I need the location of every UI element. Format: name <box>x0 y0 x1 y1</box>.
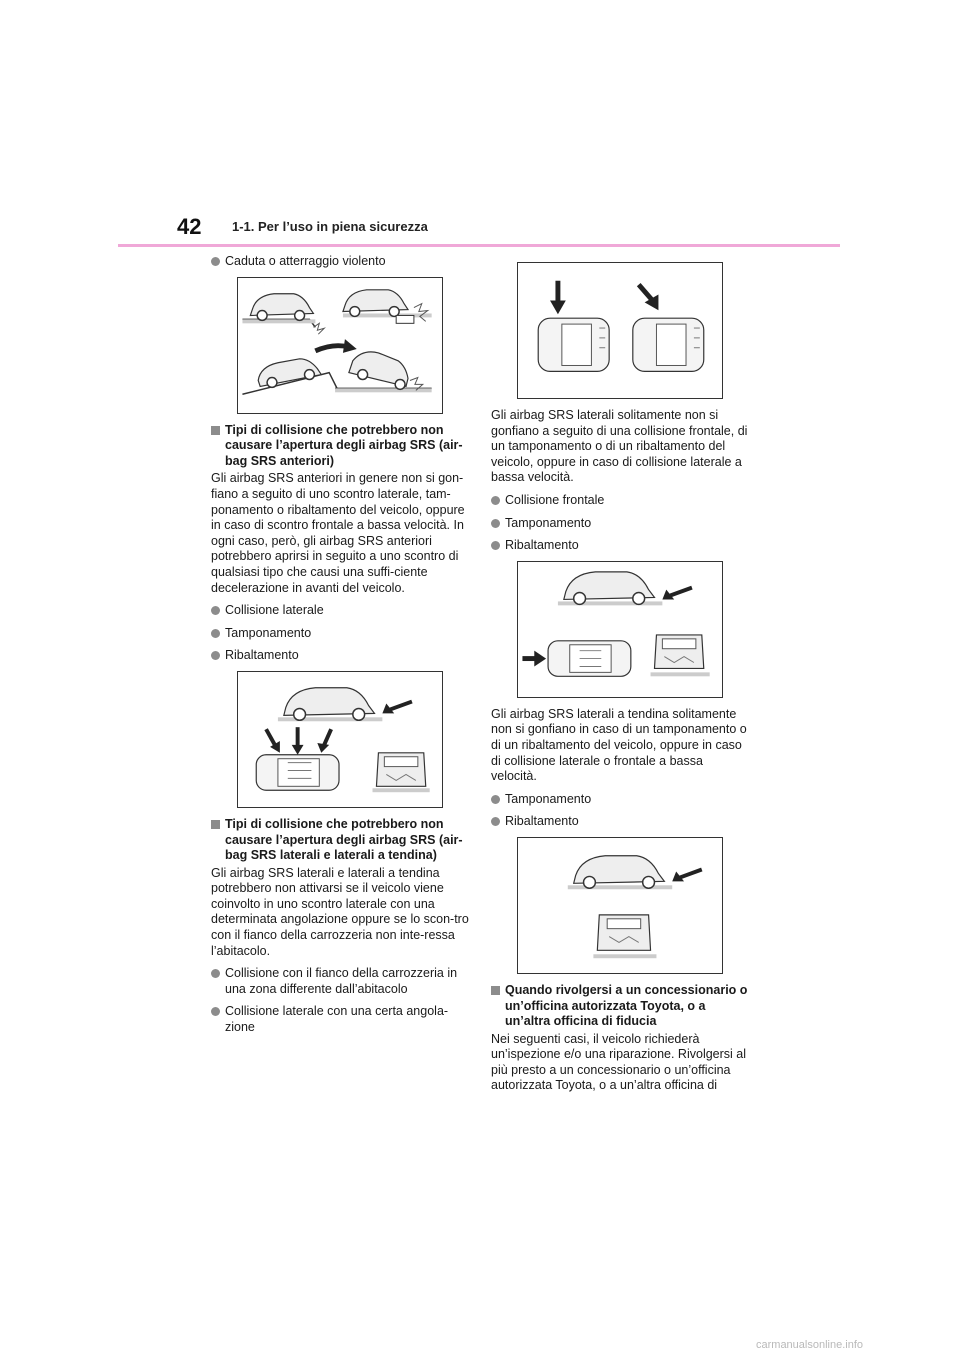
figure-side-collision-angle <box>517 262 723 399</box>
bullet-body-side-collision: Collisione con il fianco della carrozzeria in una zona differente dall’abitacolo <box>211 966 471 997</box>
figure-curtain-airbag-collisions <box>517 837 723 974</box>
figure-side-airbag-collisions <box>517 561 723 698</box>
bullet-rear-collision: Tamponamento <box>211 626 471 642</box>
header-rule <box>118 244 840 247</box>
bullet-front-collision: Collisione frontale <box>491 493 751 509</box>
para-curtain-airbags: Gli airbag SRS laterali a tendina solitamente non si gonfiano in caso di un tamponamento o di un ribaltamento del veicolo, oppure in caso di collisione laterale o frontale a bassa velocità. <box>491 706 747 784</box>
left-column <box>211 254 471 1043</box>
heading-front-airbags: Tipi di collisione che potrebbero non causare l’apertura degli airbag SRS (air-bag SRS anteriori) <box>211 423 471 470</box>
bullet-fall: Caduta o atterraggio violento <box>211 254 471 270</box>
bullet-rollover-right: Ribaltamento <box>491 538 751 554</box>
section-title: 1-1. Per l’uso in piena sicurezza <box>232 219 428 234</box>
figure-fall-landing <box>237 277 443 414</box>
bullet-rear-collision-right: Tamponamento <box>491 516 751 532</box>
para-side-airbags: Gli airbag SRS laterali e laterali a tendina potrebbero non attivarsi se il veicolo viene coinvolto in uno scontro laterale con una determinata angolazione oppure se lo scon-tro con il fianco della carrozzeria non inte-ressa l’abitacolo. <box>211 865 469 958</box>
front-airbag-collisions-illustration <box>238 672 442 807</box>
bullet-rollover-curtain: Ribaltamento <box>491 814 751 830</box>
para-front-airbags: Gli airbag SRS anteriori in genere non si gon-fiano a seguito di uno scontro laterale, tam-ponamento o ribaltamento del veicolo, oppure in caso di scontro frontale a bassa velocità. In ogni caso, però, gli airbag SRS anteriori potrebbero aprirsi in seguito a uno scontro di qualsiasi tipo che causi una suffi-ciente decelerazione in avanti del veicolo. <box>211 471 465 595</box>
right-column <box>491 262 751 1101</box>
curtain-airbag-collisions-illustration <box>518 838 722 973</box>
figure-front-airbag-collisions <box>237 671 443 808</box>
bullet-angled-side-collision: Collisione laterale con una certa angola-zione <box>211 1004 471 1035</box>
bullet-rollover: Ribaltamento <box>211 648 471 664</box>
para-dealer: Nei seguenti casi, il veicolo richiederà un’ispezione e/o una riparazione. Rivolgersi al più presto a un concessionario o un’officina autorizzata Toyota, o a un’altra officina di <box>491 1031 747 1093</box>
side-airbag-collisions-illustration <box>518 562 722 697</box>
page-number: 42 <box>177 214 202 239</box>
fall-landing-illustration <box>238 278 442 413</box>
heading-side-airbags: Tipi di collisione che potrebbero non causare l’apertura degli airbag SRS (air-bag SRS laterali e laterali a tendina) <box>211 817 471 864</box>
heading-dealer: Quando rivolgersi a un concessionario o un’officina autorizzata Toyota, o a un’altra officina di fiducia <box>491 983 751 1030</box>
bullet-side-collision: Collisione laterale <box>211 603 471 619</box>
side-collision-angle-illustration <box>518 263 722 398</box>
bullet-rear-collision-curtain: Tamponamento <box>491 792 751 808</box>
watermark: carmanualsonline.info <box>756 1339 864 1351</box>
para-side-airbags-right: Gli airbag SRS laterali solitamente non si gonfiano a seguito di una collisione frontale, di un tamponamento o di un ribaltamento del veicolo, oppure in caso di collisione laterale a bassa velocità. <box>491 408 748 485</box>
